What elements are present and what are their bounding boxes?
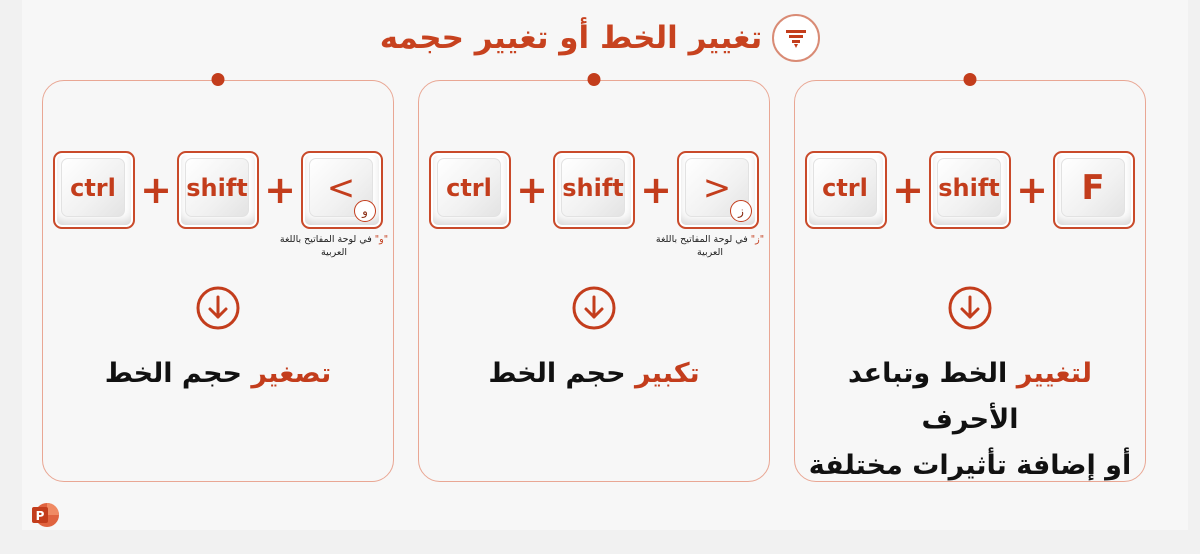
key-less-than: < و [301, 151, 383, 229]
card-change-font [794, 80, 1146, 482]
card-dot [964, 73, 977, 86]
card-shrink-font [42, 80, 394, 482]
shortcut-keys [43, 149, 393, 231]
shortcut-keys [795, 149, 1145, 231]
arrow-down-icon [569, 283, 619, 333]
svg-text:P: P [35, 509, 45, 523]
key-greater-than: > ز [677, 151, 759, 229]
card-caption: تصغير حجم الخط [104, 358, 332, 389]
arabic-key-badge: ز [730, 200, 752, 222]
plus-sign: + [264, 168, 296, 212]
caption-line-2: أو إضافة تأثيرات مختلفة [808, 450, 1132, 481]
card-enlarge-font [418, 80, 770, 482]
card-dot [588, 73, 601, 86]
keyboard-note: "ز" في لوحة المفاتيح باللغة العربية [655, 234, 765, 258]
card-caption [795, 351, 1145, 489]
card-caption: تكبير حجم الخط [488, 358, 700, 389]
key-shift: shift [929, 151, 1011, 229]
card-dot [212, 73, 225, 86]
arabic-key-badge: و [354, 200, 376, 222]
key-ctrl: ctrl [53, 151, 135, 229]
key-ctrl: ctrl [429, 151, 511, 229]
caption-line-1: لتغيير الخط وتباعد الأحرف [848, 358, 1092, 435]
powerpoint-icon [30, 500, 60, 530]
plus-sign: + [892, 168, 924, 212]
plus-sign: + [640, 168, 672, 212]
arrow-down-icon [193, 283, 243, 333]
funnel-sort-icon [772, 14, 820, 62]
key-f: F [1053, 151, 1135, 229]
title-bar [0, 10, 1200, 66]
key-ctrl: ctrl [805, 151, 887, 229]
page-title: تغيير الخط أو تغيير حجمه [379, 20, 763, 56]
key-shift: shift [553, 151, 635, 229]
arrow-down-icon [945, 283, 995, 333]
key-shift: shift [177, 151, 259, 229]
plus-sign: + [1016, 168, 1048, 212]
plus-sign: + [140, 168, 172, 212]
shortcut-keys [419, 149, 769, 231]
keyboard-note: "و" في لوحة المفاتيح باللغة العربية [279, 234, 389, 258]
plus-sign: + [516, 168, 548, 212]
